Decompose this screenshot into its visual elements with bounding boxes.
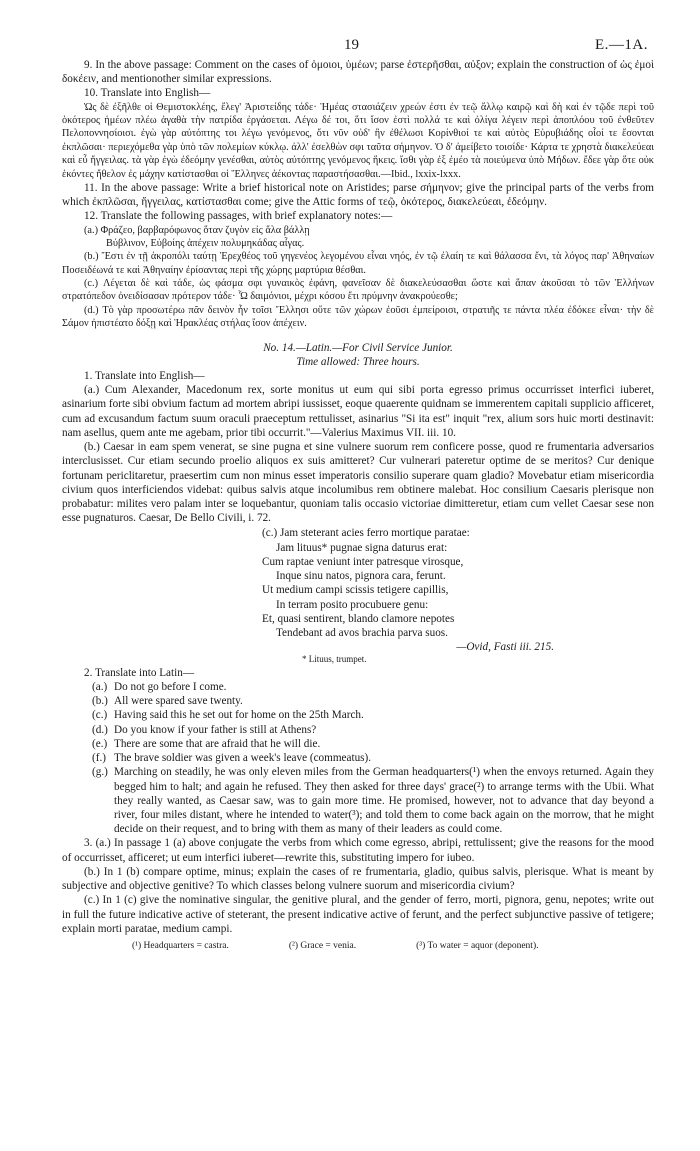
item-text: Marching on steadily, he was only eleven miles from the German headquarters(¹) when the envoys returned. Again they begged him to halt; and again he refused. They then asked for three days' grace(²) to arrange terms with the Ubii. What they really wanted, as Caesar saw, was to gain more time. He promised, however, not to advance that day beyond a river, four miles distant, where he intended to water(³); and told them to come back again on the morrow, that he might decide on their request, and to bring with them as many of their leaders as could come. bbox=[114, 766, 654, 836]
poem-line: Et, quasi sentirent, blando clamore nepotes bbox=[262, 612, 455, 625]
item-label: (d.) bbox=[92, 723, 108, 736]
list-item bbox=[92, 737, 654, 751]
poem-line: (c.) Jam steterant acies ferro mortique paratae: bbox=[262, 527, 470, 540]
footnote: (³) To water = aquor (deponent). bbox=[416, 940, 539, 951]
question-12: 12. Translate the following passages, with brief explanatory notes:— bbox=[84, 210, 393, 223]
item-text: Do you know if your father is still at Athens? bbox=[114, 723, 317, 736]
poem-attribution: —Ovid, Fasti iii. 215. bbox=[456, 641, 554, 654]
item-text: Having said this he set out for home on the 25th March. bbox=[114, 709, 364, 722]
footnote: (²) Grace = venia. bbox=[288, 940, 357, 951]
list-item bbox=[92, 680, 654, 694]
item-label: (f.) bbox=[92, 752, 106, 765]
poem-line: Jam lituus* pugnae signa daturus erat: bbox=[276, 541, 448, 554]
passage-1a: (a.) Cum Alexander, Macedonum rex, sorte monitus ut eum qui sibi porta egresso primus occurrisset interfici iuberet, asinarium forte sibi obvium factum ad mortem abripi iussisset, eoque quaerente quidnam se immerentem capitali supplicio afficeret, cum ad excusandum factum suum oraculi praeceptum rettulisset, asinarius "Si ita est" inquit "rex, alium sors huic morti destinavit: nam asellus, quem ante me agebam, prior tibi occurrit."—Valerius Maximus VII. iii. 10. bbox=[62, 384, 654, 439]
time-allowed: Time allowed: Three hours. bbox=[296, 355, 420, 368]
list-item bbox=[92, 694, 654, 708]
item-text: The brave soldier was given a week's leave (commeatus). bbox=[114, 752, 372, 765]
section-title: No. 14.—Latin.—For Civil Service Junior. bbox=[263, 341, 453, 354]
passage-12d: (d.) Τὸ γὰρ προσωτέρω πᾶν δεινὸν ἦν τοῖσι Ἕλλησι οὔτε τῶν χώρων ἐοῦσι ἐμπείροισι, στρατιῆς τε πάντα πλέα ἐδόκεε εἶναι· τὴν δὲ Σάμον ἠπιστέατο δόξῃ καὶ Ἡρακλέας στήλας ἴσον ἀπέχειν. bbox=[62, 304, 654, 330]
latin-question-3a: 3. (a.) In passage 1 (a) above conjugate the verbs from which come egresso, abripi, rettulissent; give the reasons for the mood of occurrisset, afficeret; ut eum interfici iuberet—rewrite this, substituting impero for iubeo. bbox=[62, 837, 654, 864]
latin-question-3c: (c.) In 1 (c) give the nominative singular, the genitive plural, and the gender of ferro, morti, pignora, genu, nepotes; write out in full the future indicative active of steterant, the present indicative active of ferunt, and the perfect subjunctive passive of tetigere; explain morti paratae, medium campi. bbox=[62, 894, 654, 935]
question-10: 10. Translate into English— bbox=[84, 87, 211, 100]
list-item bbox=[92, 765, 654, 836]
latin-question-1: 1. Translate into English— bbox=[84, 370, 205, 382]
translation-list bbox=[62, 680, 654, 836]
footnotes bbox=[62, 940, 654, 952]
passage-1b: (b.) Caesar in eam spem venerat, se sine pugna et sine vulnere suorum rem conficere posse, quod re frumentaria adversarios interclusisset. Cur etiam secundo proelio aliquos ex suis amitteret? Cur vulnerari pateretur optime de se meritos? Cur denique fortunam periclitaretur, praesertim cum non minus esset imperatoris consilio superare quam gladio? Movebatur etiam misericordia civium quos interficiendos videbat: quibus salvis atque incolumibus rem obtinere malebat. Hoc consilium Caesaris plerisque non probabatur: milites vero palam inter se loquebantur, quoniam talis occasio victoriae dimitteretur, etiam cum vellet Caesar sese non esse pugnaturos. Caesar, De Bello Civili, i. 72. bbox=[62, 441, 654, 525]
greek-passage-10: Ὡς δὲ ἐξῆλθε οἱ Θεμιστοκλέης, ἔλεγ' Ἀριστείδης τάδε· Ἡμέας στασιάζειν χρεών ἐστι ἐν τεῷ ἄλλῳ καιρῷ καὶ δὴ καὶ ἐν τῷδε περὶ τοῦ ὁκότερος ἡμέων πλέω ἀγαθὰ τὴν πατρίδα ἐργάσεται. Λέγω δέ τοι, ὅτι ἴσον ἐστὶ πολλά τε καὶ ὀλίγα λέγειν περὶ ἀποπλόου τοῦ ἐνθεῦτεν Πελοποννησίοισι. ἐγὼ γὰρ αὐτόπτης τοι λέγω γενόμενος, ὅτι νῦν οὐδ' ἢν ἐθέλωσι Κορίνθιοί τε καὶ αὐτὸς Εὐρυβιάδης οἷοί τε ἔσονται ἐκπλῶσαι· περιεχόμεθα γὰρ ὑπὸ τῶν πολεμίων κύκλῳ. ἀλλ' ἐσελθὼν σφι ταῦτα σήμηνον. Ὁ δ' ἀμείβετο τοισίδε· Κάρτα τε χρηστὰ διακελεύεαι καὶ εὖ ἤγγειλας. τὰ γὰρ ἐγὼ ἐδεόμην γενέσθαι, αὐτὸς αὐτόπτης γενόμενος ἥκεις. ἴσθι γὰρ ἐξ ἐμέο τὰ ποιεύμενα ὑπὸ Μήδων. ἔδεε γὰρ ὅτε οὐκ ἑκόντες ἤθελον ἐς μάχην κατίστασθαι οἱ Ἕλληνες ἀέκοντας παραστήσασθαι.—Ibid., lxxix-lxxx. bbox=[62, 101, 654, 180]
poem-line: Inque sinu natos, pignora cara, ferunt. bbox=[276, 570, 446, 583]
poem-passage-1c bbox=[262, 526, 654, 640]
item-text: Do not go before I come. bbox=[114, 681, 227, 694]
page-header bbox=[62, 36, 654, 58]
item-label: (e.) bbox=[92, 737, 108, 750]
poem-line: Cum raptae veniunt inter patresque virosque, bbox=[262, 555, 464, 568]
list-item bbox=[92, 723, 654, 737]
question-9: 9. In the above passage: Comment on the cases of ὁμοιοι, ὑμέων; parse ἐστερῆσθαι, αὐξον; explain the construction of ὡς ἐμοὶ δοκέειν, and mentionother similar expressions. bbox=[62, 59, 654, 86]
page-number: 19 bbox=[344, 37, 359, 53]
document-reference: E.—1A. bbox=[595, 37, 648, 53]
item-label: (g.) bbox=[92, 766, 108, 779]
list-item bbox=[92, 751, 654, 765]
question-11: 11. In the above passage: Write a brief historical note on Aristides; parse σήμηνον; give the principal parts of the verbs from which ἐκπλῶσαι, ἤγγειλας, κατίστασθαι come; give the Attic forms of τεῷ, ὁκότερος, διακελεύεαι, ἐδεόμην. bbox=[62, 181, 654, 209]
passage-12a-line-2: Βύβλινον, Εὐβοίης ἀπέχειν πολυμηκάδας αἶγας. bbox=[106, 237, 305, 249]
item-text: There are some that are afraid that he will die. bbox=[114, 737, 321, 750]
passage-12c: (c.) Λέγεται δὲ καὶ τάδε, ὡς φάσμα σφι γυναικὸς ἐφάνη, φανεῖσαν δὲ διακελεύσασθαι ὥστε καὶ ἅπαν ἀκοῦσαι τὸ τῶν Ἑλλήνων στρατόπεδον ὀνειδίσασαν πρότερον τάδε· Ὦ δαιμόνιοι, μέχρι κόσου ἔτι πρύμνην ἀνακρούεσθε; bbox=[62, 278, 654, 303]
footnote: (¹) Headquarters = castra. bbox=[132, 940, 229, 951]
item-label: (c.) bbox=[92, 709, 108, 722]
item-text: All were spared save twenty. bbox=[114, 695, 243, 708]
poem-footnote: * Lituus, trumpet. bbox=[302, 654, 367, 665]
poem-line: Ut medium campi scissis tetigere capillis, bbox=[262, 584, 449, 597]
poem-line: In terram posito procubuere genu: bbox=[276, 598, 429, 611]
latin-question-3b: (b.) In 1 (b) compare optime, minus; explain the cases of re frumentaria, gladio, quibus salvis, plerisque. What is meant by subjective and objective genitive? To which classes belong vulnere suorum and misericordia civium? bbox=[62, 865, 654, 893]
poem-line: Tendebant ad avos brachia parva suos. bbox=[276, 626, 448, 639]
passage-12b: (b.) Ἔστι ἐν τῇ ἀκροπόλι ταύτῃ Ἐρεχθέος τοῦ γηγενέος λεγομένου εἶναι νηός, ἐν τῷ ἐλαίη τε καὶ θάλασσα ἔνι, τὰ λόγος παρ' Ἀθηναίων Ποσειδέωνά τε καὶ Ἀθηναίην ἐρίσαντας περὶ τῆς χώρης μαρτύρια θέσθαι. bbox=[62, 251, 654, 276]
passage-12a-line-1: (a.) Φράζεο, βαρβαρόφωνος ὅταν ζυγὸν εἰς ἅλα βάλλῃ bbox=[84, 224, 310, 236]
list-item bbox=[92, 708, 654, 722]
item-label: (a.) bbox=[92, 681, 108, 694]
latin-question-2: 2. Translate into Latin— bbox=[84, 666, 195, 679]
item-label: (b.) bbox=[92, 695, 108, 708]
